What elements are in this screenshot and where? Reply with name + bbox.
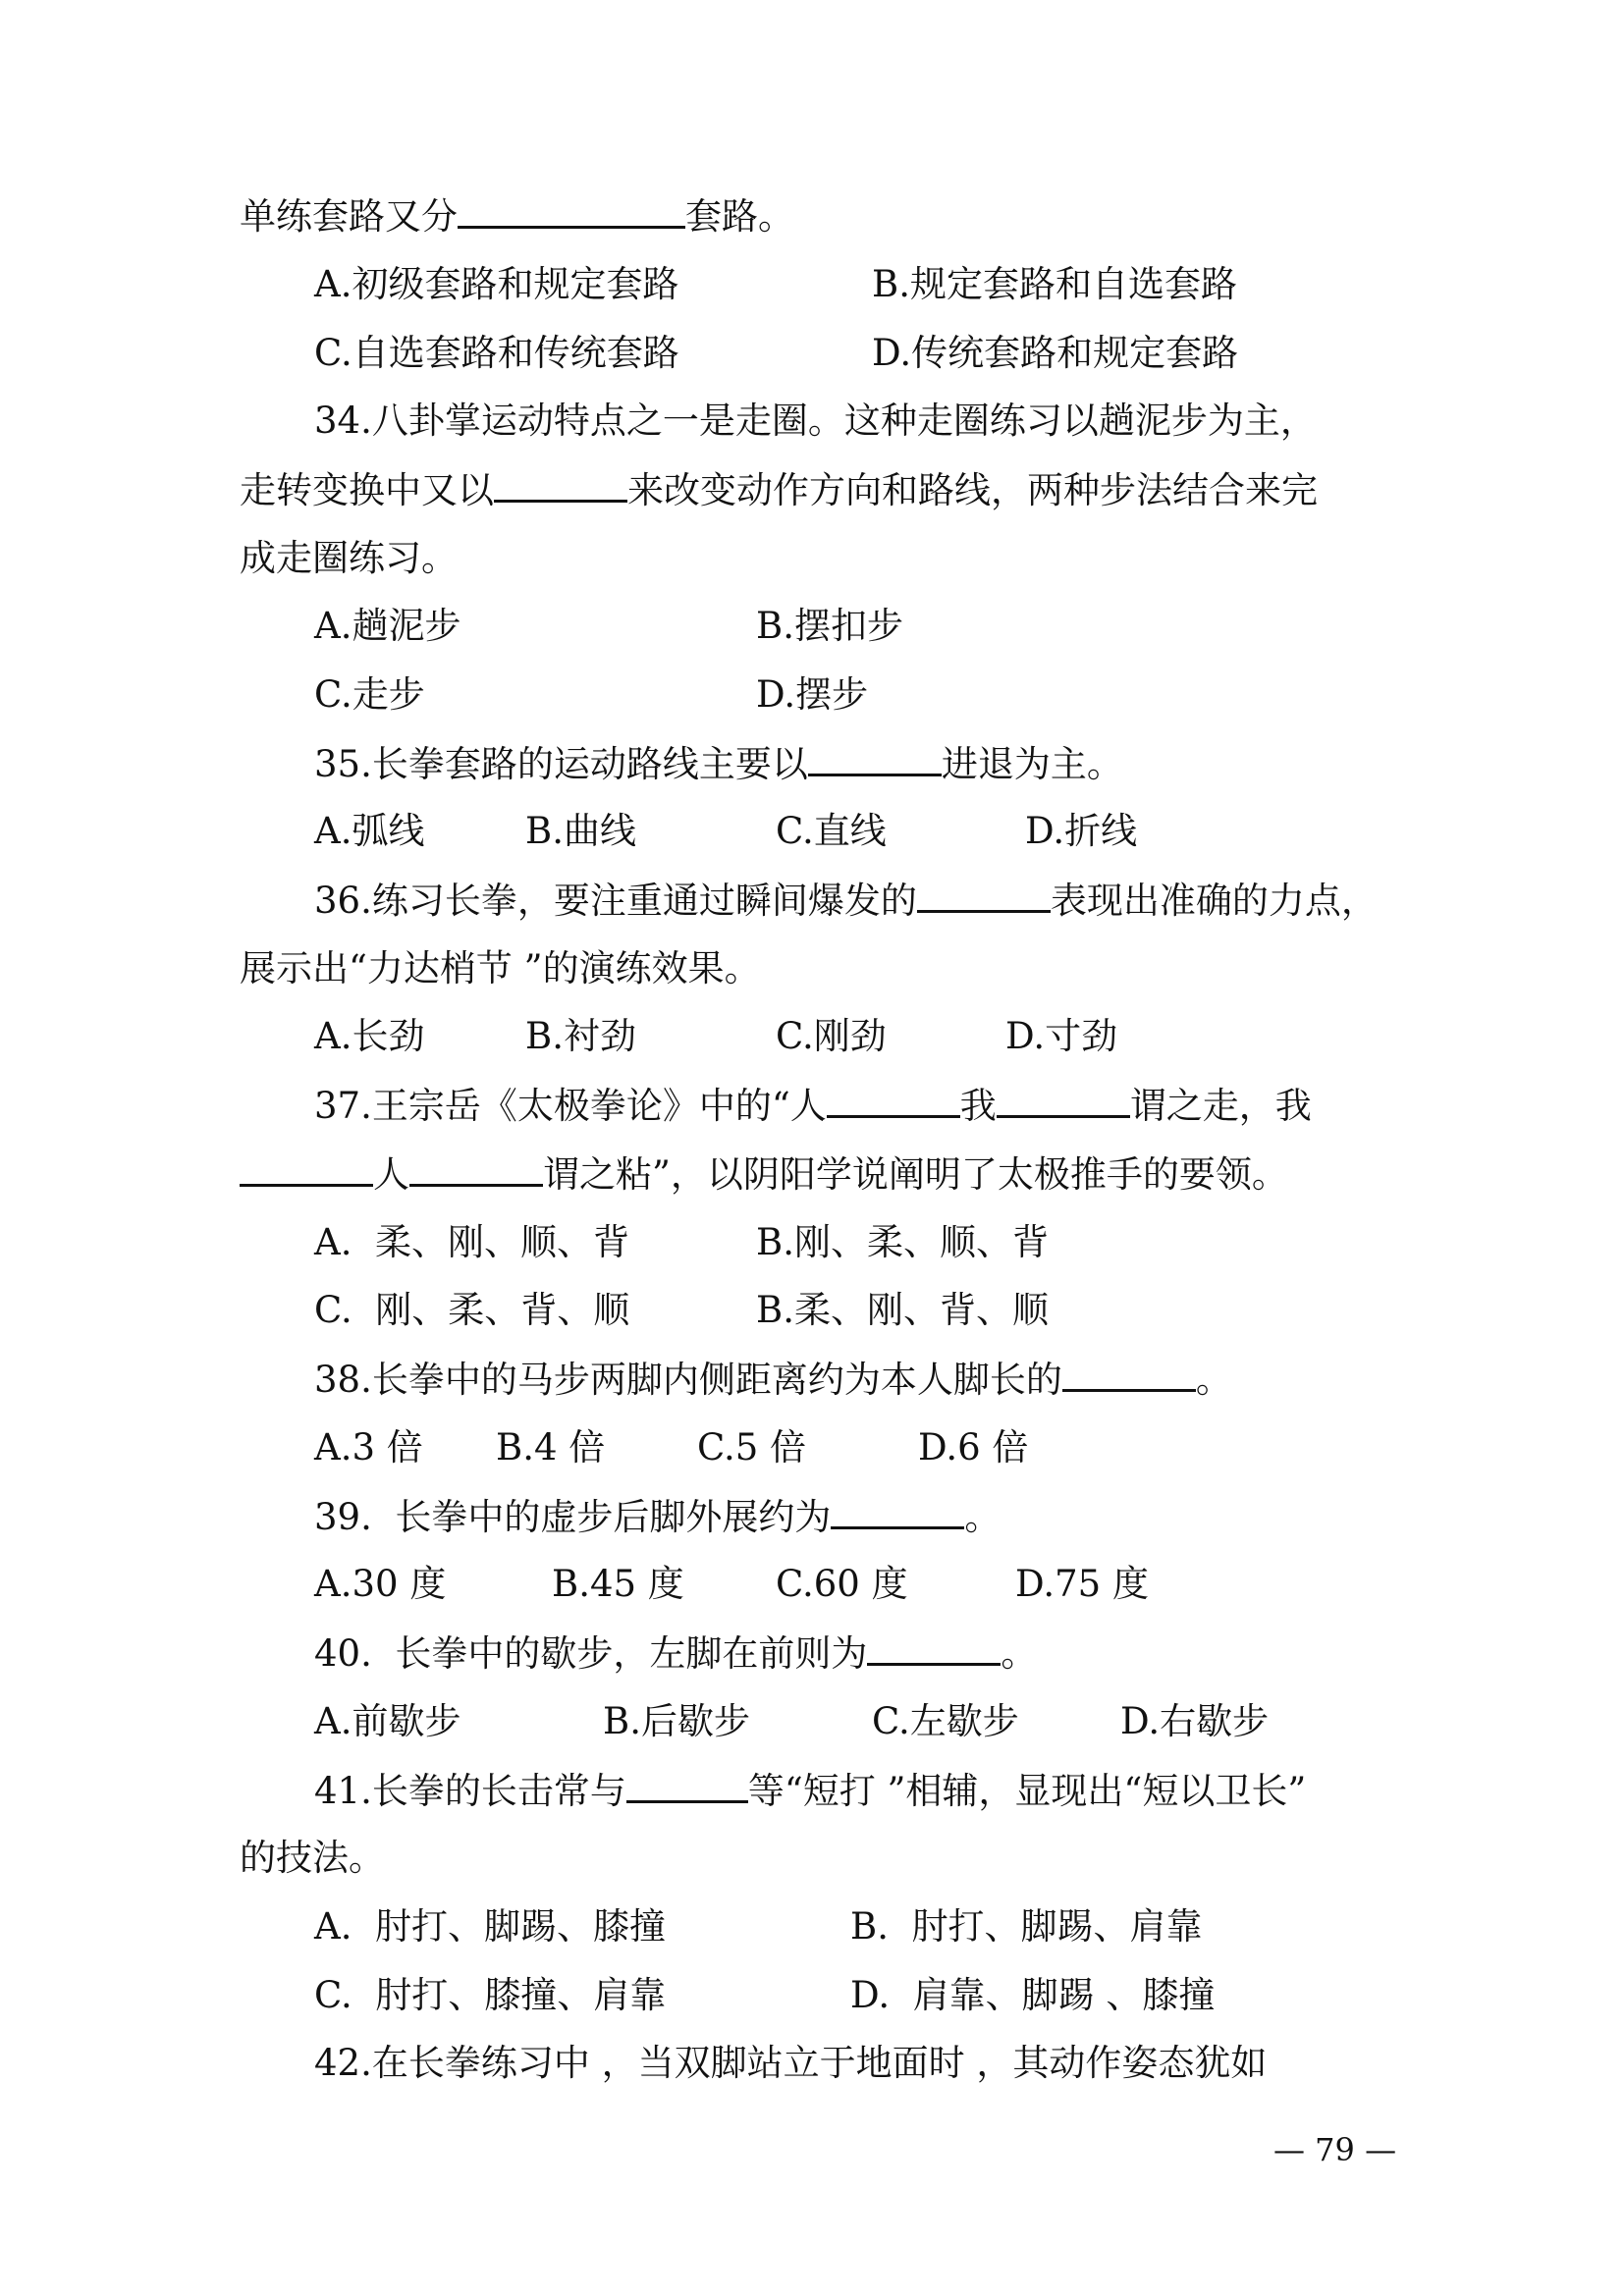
q33-option-c: C.自选套路和传统套路 <box>314 332 679 374</box>
q39-option-a: A.30 度 <box>314 1563 447 1605</box>
q36-option-a: A.长劲 <box>314 1015 425 1057</box>
answer-blank <box>1062 1356 1196 1392</box>
answer-blank <box>867 1629 1001 1666</box>
q38-option-b: B.4 倍 <box>496 1426 606 1468</box>
q36-option-c: C.刚劲 <box>776 1015 887 1057</box>
q39-option-c: C.60 度 <box>776 1563 908 1605</box>
q39-option-d: D.75 度 <box>1015 1563 1149 1605</box>
q38-stem: 38.长拳中的马步两脚内侧距离约为本人脚长的 。 <box>314 1356 1232 1404</box>
q34-stem-line2: 走转变换中又以 来改变动作方向和路线，两种步法结合来完 <box>240 466 1318 514</box>
q36-stem-line2: 展示出“力达梢节 ”的演练效果。 <box>240 947 761 989</box>
q37-option-a: A. 柔、刚、顺、背 <box>314 1221 630 1263</box>
q33-option-b: B.规定套路和自选套路 <box>872 263 1237 305</box>
q34-stem-line1: 34.八卦掌运动特点之一是走圈。这种走圈练习以趟泥步为主， <box>314 400 1317 442</box>
q41-stem-line2: 的技法。 <box>240 1837 385 1879</box>
q38-option-a: A.3 倍 <box>314 1426 423 1468</box>
answer-blank <box>494 466 627 503</box>
q35-option-b: B.曲线 <box>525 810 636 852</box>
q34-option-d: D.摆步 <box>756 673 869 716</box>
answer-blank <box>827 1082 960 1118</box>
q33-option-a: A.初级套路和规定套路 <box>314 263 679 305</box>
q41-stem-line1: 41.长拳的长击常与 等“短打 ”相辅，显现出“短以卫长” <box>314 1767 1306 1815</box>
q37-stem-line2: 人 谓之粘”，以阴阳学说阐明了太极推手的要领。 <box>240 1150 1288 1199</box>
q38-option-c: C.5 倍 <box>697 1426 807 1468</box>
answer-blank <box>409 1150 543 1187</box>
q35-option-d: D.折线 <box>1025 810 1138 852</box>
q39-stem: 39. 长拳中的虚步后脚外展约为 。 <box>314 1493 1001 1541</box>
q36-option-b: B.衬劲 <box>525 1015 636 1057</box>
page-number: — 79 — <box>1273 2131 1397 2168</box>
q34-option-c: C.走步 <box>314 673 425 716</box>
q39-option-b: B.45 度 <box>552 1563 684 1605</box>
q41-option-d: D. 肩靠、脚踢 、膝撞 <box>850 1974 1216 2016</box>
q37-option-d: B.柔、刚、背、顺 <box>756 1289 1049 1331</box>
q35-option-c: C.直线 <box>776 810 887 852</box>
q35-option-a: A.弧线 <box>314 810 425 852</box>
q41-option-b: B. 肘打、脚踢、肩靠 <box>850 1905 1203 1948</box>
answer-blank <box>458 192 685 229</box>
q41-option-a: A. 肘打、脚踢、膝撞 <box>314 1905 667 1948</box>
q33-stem: 单练套路又分 套路。 <box>240 192 794 240</box>
q38-option-d: D.6 倍 <box>918 1426 1029 1468</box>
q37-option-c: C. 刚、柔、背、顺 <box>314 1289 630 1331</box>
q37-stem-line1: 37.王宗岳《太极拳论》中的“人 我 谓之走，我 <box>314 1082 1312 1130</box>
answer-blank <box>240 1150 373 1187</box>
q36-option-d: D.寸劲 <box>1005 1015 1118 1057</box>
answer-blank <box>997 1082 1130 1118</box>
q40-option-d: D.右歇步 <box>1120 1700 1270 1742</box>
answer-blank <box>831 1493 964 1529</box>
q37-option-b: B.刚、柔、顺、背 <box>756 1221 1049 1263</box>
answer-blank <box>626 1767 748 1803</box>
q40-stem: 40. 长拳中的歇步，左脚在前则为 。 <box>314 1629 1037 1678</box>
q41-option-c: C. 肘打、膝撞、肩靠 <box>314 1974 667 2016</box>
q36-stem-line1: 36.练习长拳，要注重通过瞬间爆发的 表现出准确的力点， <box>314 877 1378 925</box>
q34-option-a: A.趟泥步 <box>314 605 461 647</box>
q34-option-b: B.摆扣步 <box>756 605 903 647</box>
q35-stem: 35.长拳套路的运动路线主要以 进退为主。 <box>314 740 1123 788</box>
q40-option-b: B.后歇步 <box>603 1700 750 1742</box>
q33-option-d: D.传统套路和规定套路 <box>872 332 1239 374</box>
q34-stem-line3: 成走圈练习。 <box>240 537 458 579</box>
answer-blank <box>917 877 1051 913</box>
q42-stem-line1: 42.在长拳练习中 ，当双脚站立于地面时 ，其动作姿态犹如 <box>314 2042 1268 2084</box>
answer-blank <box>808 740 942 776</box>
q40-option-c: C.左歇步 <box>872 1700 1019 1742</box>
q40-option-a: A.前歇步 <box>314 1700 461 1742</box>
